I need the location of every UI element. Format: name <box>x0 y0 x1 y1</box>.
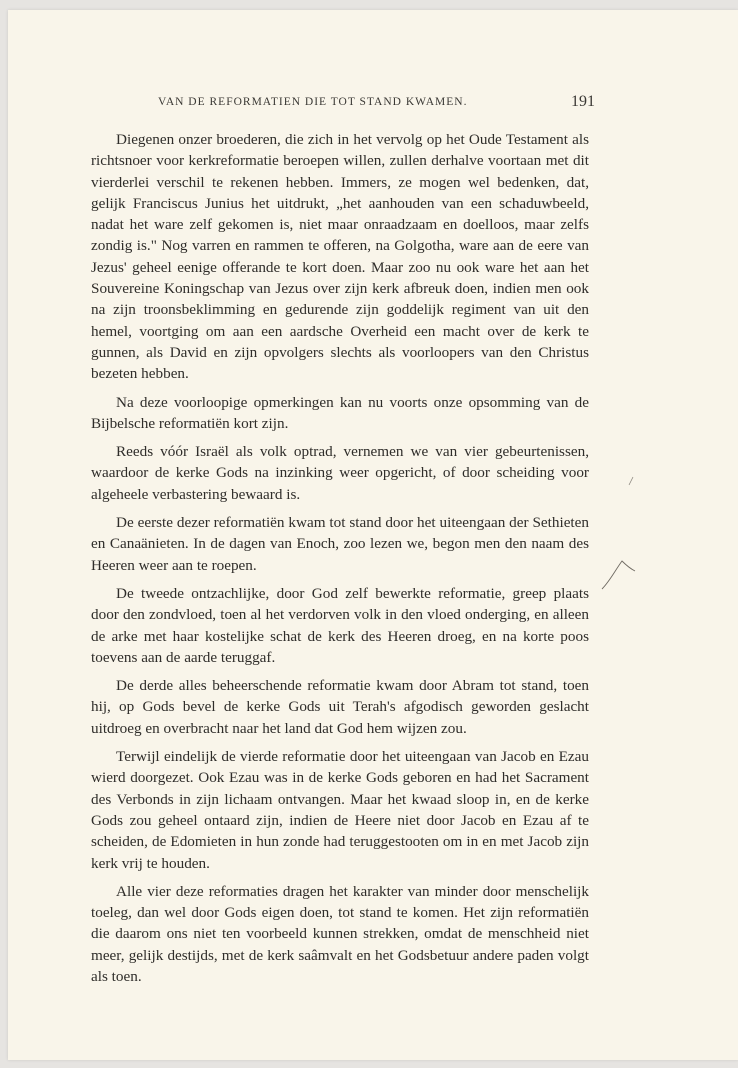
paragraph-4: De eerste dezer reformatiën kwam tot stand door het uiteengaan der Sethieten en Canaänieten. In de dagen van Enoch, zoo lezen we, begon men den naam des Heeren weer aan te roepen. <box>91 514 589 574</box>
pencil-tick-mark <box>628 476 634 486</box>
body-text <box>91 129 589 994</box>
paragraph-7: Terwijl eindelijk de vierde reformatie door het uiteengaan van Jacob en Ezau wierd doorgezet. Ook Ezau was in de kerke Gods geboren en had het Sacrament des Verbonds in zijn lichaam ontvangen. Maar het kwaad sloop in, en de kerke Gods zou geheel ontaard zijn, indien de Heere niet door Jacob en Ezau af te scheiden, de Edomieten in hun zonde had teruggestooten om in en met Jacob zijn kerk vrij te houden. <box>91 748 589 872</box>
paragraph-8: Alle vier deze reformaties dragen het karakter van minder door menschelijk toeleg, dan wel door Gods eigen doen, tot stand te komen. Het zijn reformatiën die daarom ons niet ten voorbeeld kunnen strekken, omdat de menschheid niet meer, gelijk destijds, met de kerk saâmvalt en het Godsbetuur andere paden volgt als toen. <box>91 882 589 985</box>
paragraph-1: Diegenen onzer broederen, die zich in het vervolg op het Oude Testament als richtsnoer voor kerkreformatie beroepen willen, zullen derhalve voortaan met dit vierderlei verschil te rekenen hebben. Immers, ze mogen wel bedenken, dat, gelijk Franciscus Junius het uitdrukt, „het aanhouden van een schaduwbeeld, nadat het ware zelf gekomen is, niet maar onraadzaam en doelloos, maar zelfs zondig is." Nog varren en rammen te offeren, na Golgotha, ware aan de eere van Jezus' geheel eenige offerande te kort doen. Maar zoo nu ook ware het aan het Souvereine Koningschap van Jezus over zijn kerk afbreuk doen, indien men ook na zijn troonsbeklimming en gedurende zijn goddelijk regiment van uit den hemel, voortging om aan een aardsche Overheid een macht over de kerk te gunnen, als David en zijn opvolgers slechts als voorloopers van den Christus bezeten hebben. <box>91 131 589 383</box>
page-number: 191 <box>571 93 595 110</box>
paragraph-3: Reeds vóór Israël als volk optrad, vernemen we van vier gebeurtenissen, waardoor de kerke Gods na inzinking weer opgericht, of door scheiding voor algeheele verbastering bewaard is. <box>91 443 589 503</box>
book-page <box>8 10 738 1060</box>
pencil-annotation-mark <box>600 559 636 593</box>
paragraph-2: Na deze voorloopige opmerkingen kan nu voorts onze opsomming van de Bijbelsche reformatiën kort zijn. <box>91 393 589 432</box>
paragraph-5: De tweede ontzachlijke, door God zelf bewerkte reformatie, greep plaats door den zondvloed, toen al het verdorven volk in den vloed onderging, en alleen de arke met haar kostelijke schat de kerk des Heeren droeg, en na korte poos toevens aan de aarde teruggaf. <box>91 584 589 666</box>
page-header <box>8 93 738 118</box>
running-head: VAN DE REFORMATIEN DIE TOT STAND KWAMEN. <box>158 96 468 108</box>
paragraph-6: De derde alles beheerschende reformatie kwam door Abram tot stand, toen hij, op Gods bevel de kerke Gods uit Terah's afgodisch geworden geslacht uitdroeg en overbracht naar het land dat God hem wijzen zou. <box>91 677 589 737</box>
